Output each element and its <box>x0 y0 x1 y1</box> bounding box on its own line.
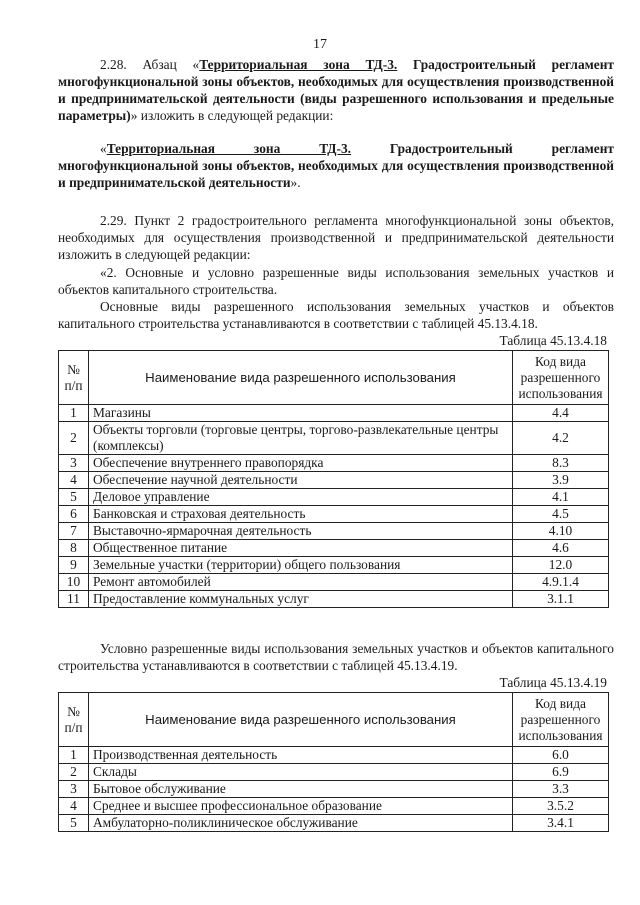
table2-header-num: № п/п <box>59 693 89 747</box>
row-number-cell: 2 <box>59 422 89 455</box>
paragraph-conditional-intro: Условно разрешенные виды использования земельных участков и объектов капитального строительства устанавливаются в соответствии с таблицей 45.13.4.19. <box>58 641 614 673</box>
paragraph-2-29: 2.29. Пункт 2 градостроительного регламента многофункциональной зоны объектов, необходимых для осуществления производственной и предпринимательской деятельности изложить в следующей редакции: <box>58 213 614 262</box>
para-2-28-heading-rest: Градостроительный регламент многофункциональной зоны объектов, необходимых для осуществления производственной и предпринимательской деятельности (виды разрешенного использования и предельные параметры) <box>58 57 614 123</box>
para-2-28-new-suffix: ». <box>290 175 301 190</box>
row-name-cell: Бытовое обслуживание <box>89 781 513 798</box>
row-code-cell: 6.0 <box>513 747 609 764</box>
table-row <box>59 472 609 489</box>
para-2-28-new-heading-underlined: Территориальная зона ТД-3. <box>106 141 352 156</box>
para-2-28-heading-underlined: Территориальная зона ТД-3. <box>199 57 398 72</box>
table-row <box>59 747 609 764</box>
table1-caption: Таблица 45.13.4.18 <box>499 333 607 348</box>
para-2-28-new-heading-rest: Градостроительный регламент многофункциональной зоны объектов, необходимых для осуществления производственной и предпринимательской деятельности <box>58 141 614 190</box>
table-conditional-uses <box>58 692 609 832</box>
table-row <box>59 506 609 523</box>
table-row <box>59 574 609 591</box>
row-number-cell: 4 <box>59 472 89 489</box>
row-code-cell: 6.9 <box>513 764 609 781</box>
paragraph-2-29-quote: «2. Основные и условно разрешенные виды использования земельных участков и объектов капитального строительства. <box>58 265 614 297</box>
row-name-cell: Обеспечение внутреннего правопорядка <box>89 455 513 472</box>
row-number-cell: 1 <box>59 747 89 764</box>
page-number: 17 <box>313 37 327 52</box>
row-code-cell: 3.3 <box>513 781 609 798</box>
row-number-cell: 10 <box>59 574 89 591</box>
row-code-cell: 8.3 <box>513 455 609 472</box>
table-main-uses <box>58 350 609 608</box>
table-row <box>59 798 609 815</box>
table-row <box>59 764 609 781</box>
row-name-cell: Производственная деятельность <box>89 747 513 764</box>
table-row <box>59 815 609 832</box>
row-code-cell: 12.0 <box>513 557 609 574</box>
row-code-cell: 4.2 <box>513 422 609 455</box>
row-code-cell: 3.5.2 <box>513 798 609 815</box>
table2-header-code: Код вида разрешенного использования <box>513 693 609 747</box>
row-code-cell: 3.1.1 <box>513 591 609 608</box>
table1-header-row <box>59 351 609 405</box>
table-row <box>59 455 609 472</box>
paragraph-main-intro: Основные виды разрешенного использования земельных участков и объектов капитального строительства устанавливаются в соответствии с таблицей 45.13.4.18. <box>58 299 614 331</box>
row-code-cell: 4.10 <box>513 523 609 540</box>
row-name-cell: Магазины <box>89 405 513 422</box>
row-number-cell: 4 <box>59 798 89 815</box>
table-row <box>59 591 609 608</box>
row-name-cell: Банковская и страховая деятельность <box>89 506 513 523</box>
table2-header-name: Наименование вида разрешенного использования <box>89 693 513 747</box>
row-number-cell: 1 <box>59 405 89 422</box>
row-code-cell: 4.1 <box>513 489 609 506</box>
table-row <box>59 523 609 540</box>
row-number-cell: 6 <box>59 506 89 523</box>
table-row <box>59 405 609 422</box>
table1-header-code: Код вида разрешенного использования <box>513 351 609 405</box>
table1-header-num: № п/п <box>59 351 89 405</box>
row-number-cell: 5 <box>59 815 89 832</box>
row-name-cell: Выставочно-ярмарочная деятельность <box>89 523 513 540</box>
table-row <box>59 489 609 506</box>
paragraph-2-28 <box>58 56 614 124</box>
row-number-cell: 5 <box>59 489 89 506</box>
para-2-28-new-prefix: « <box>100 141 107 156</box>
table-row <box>59 422 609 455</box>
row-number-cell: 3 <box>59 455 89 472</box>
row-name-cell: Предоставление коммунальных услуг <box>89 591 513 608</box>
row-name-cell: Ремонт автомобилей <box>89 574 513 591</box>
row-code-cell: 4.9.1.4 <box>513 574 609 591</box>
para-2-28-prefix: 2.28. Абзац « <box>100 57 200 72</box>
row-code-cell: 3.4.1 <box>513 815 609 832</box>
row-number-cell: 11 <box>59 591 89 608</box>
row-name-cell: Деловое управление <box>89 489 513 506</box>
row-name-cell: Общественное питание <box>89 540 513 557</box>
table2-caption: Таблица 45.13.4.19 <box>499 675 607 690</box>
para-2-28-suffix: » изложить в следующей редакции: <box>130 108 334 123</box>
row-code-cell: 3.9 <box>513 472 609 489</box>
row-name-cell: Земельные участки (территории) общего пользования <box>89 557 513 574</box>
row-code-cell: 4.6 <box>513 540 609 557</box>
table2-header-row <box>59 693 609 747</box>
row-name-cell: Обеспечение научной деятельности <box>89 472 513 489</box>
table-row <box>59 781 609 798</box>
row-name-cell: Объекты торговли (торговые центры, торгово-развлекательные центры (комплексы) <box>89 422 513 455</box>
row-name-cell: Склады <box>89 764 513 781</box>
row-number-cell: 3 <box>59 781 89 798</box>
table1-header-name: Наименование вида разрешенного использования <box>89 351 513 405</box>
row-code-cell: 4.4 <box>513 405 609 422</box>
row-number-cell: 2 <box>59 764 89 781</box>
row-name-cell: Среднее и высшее профессиональное образование <box>89 798 513 815</box>
table-row <box>59 540 609 557</box>
row-number-cell: 8 <box>59 540 89 557</box>
table-row <box>59 557 609 574</box>
row-code-cell: 4.5 <box>513 506 609 523</box>
row-name-cell: Амбулаторно-поликлиническое обслуживание <box>89 815 513 832</box>
row-number-cell: 9 <box>59 557 89 574</box>
paragraph-2-28-new-text <box>58 140 614 191</box>
row-number-cell: 7 <box>59 523 89 540</box>
